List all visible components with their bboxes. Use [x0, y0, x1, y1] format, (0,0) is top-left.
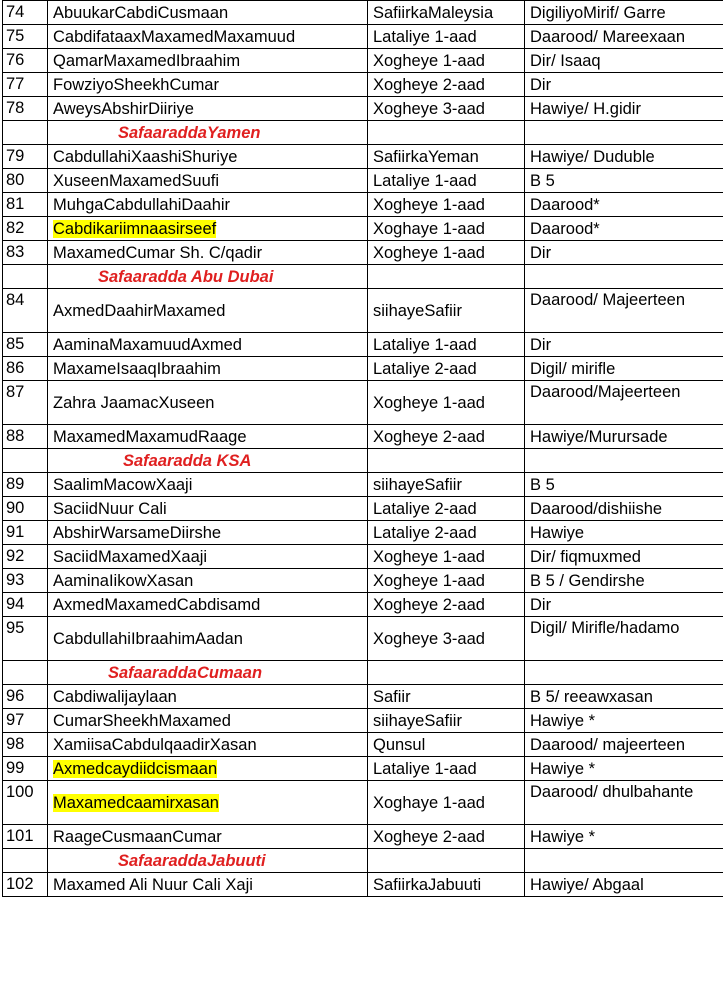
table-row: [3, 1, 723, 25]
section-title: SafaaraddaCumaan: [48, 661, 368, 685]
row-number: 95: [3, 617, 48, 661]
row-number: 76: [3, 49, 48, 73]
name-cell: [48, 617, 368, 661]
clan-cell: B 5/ reeawxasan: [525, 685, 723, 709]
clan-cell: DigiliyoMirif/ Garre: [525, 1, 723, 25]
post-cell: Xogheye 3-aad: [368, 97, 525, 121]
section-number-cell: [3, 265, 48, 289]
person-name: QamarMaxamedIbraahim: [53, 51, 241, 70]
post-cell: Lataliye 1-aad: [368, 757, 525, 781]
section-post-cell: [368, 449, 525, 473]
name-cell: [48, 49, 368, 73]
row-number: 85: [3, 333, 48, 357]
table-row: [3, 145, 723, 169]
section-clan-cell: [525, 449, 723, 473]
row-number: 77: [3, 73, 48, 97]
post-cell: SafiirkaYeman: [368, 145, 525, 169]
name-cell: [48, 545, 368, 569]
name-cell: [48, 25, 368, 49]
section-post-cell: [368, 849, 525, 873]
row-number: 92: [3, 545, 48, 569]
row-number: 82: [3, 217, 48, 241]
clan-cell: Daarood*: [525, 217, 723, 241]
person-name: CumarSheekhMaxamed: [53, 711, 231, 730]
person-name: AweysAbshirDiiriye: [53, 99, 194, 118]
name-cell: [48, 145, 368, 169]
row-number: 81: [3, 193, 48, 217]
name-cell: [48, 733, 368, 757]
table-row: [3, 357, 723, 381]
clan-cell: B 5 / Gendirshe: [525, 569, 723, 593]
name-cell: [48, 873, 368, 897]
section-clan-cell: [525, 661, 723, 685]
table-row: [3, 825, 723, 849]
clan-cell: Dir: [525, 241, 723, 265]
table-row: [3, 685, 723, 709]
clan-cell: Hawiye/Murursade: [525, 425, 723, 449]
post-cell: Lataliye 2-aad: [368, 497, 525, 521]
table-row: [3, 757, 723, 781]
section-number-cell: [3, 849, 48, 873]
name-cell: [48, 473, 368, 497]
section-title: SafaaraddaJabuuti: [48, 849, 368, 873]
clan-cell: Daarood/Majeerteen: [525, 381, 723, 425]
row-number: 94: [3, 593, 48, 617]
name-cell: [48, 709, 368, 733]
clan-cell: Daarood/ Majeerteen: [525, 289, 723, 333]
post-cell: Xogheye 2-aad: [368, 593, 525, 617]
post-cell: siihayeSafiir: [368, 709, 525, 733]
name-cell: [48, 381, 368, 425]
row-number: 100: [3, 781, 48, 825]
row-number: 102: [3, 873, 48, 897]
clan-cell: Daarood/ majeerteen: [525, 733, 723, 757]
section-post-cell: [368, 121, 525, 145]
clan-cell: Hawiye *: [525, 709, 723, 733]
row-number: 78: [3, 97, 48, 121]
section-title: Safaaradda Abu Dubai: [48, 265, 368, 289]
name-cell: [48, 825, 368, 849]
row-number: 89: [3, 473, 48, 497]
row-number: 101: [3, 825, 48, 849]
clan-cell: Dir/ fiqmuxmed: [525, 545, 723, 569]
clan-cell: Hawiye/ Abgaal: [525, 873, 723, 897]
post-cell: Lataliye 1-aad: [368, 333, 525, 357]
clan-cell: Dir/ Isaaq: [525, 49, 723, 73]
clan-cell: Digil/ mirifle: [525, 357, 723, 381]
person-name: Maxamed Ali Nuur Cali Xaji: [53, 875, 253, 894]
table-row: [3, 217, 723, 241]
section-header-row: [3, 849, 723, 873]
person-name: CabdifataaxMaxamedMaxamuud: [53, 27, 296, 46]
name-cell: [48, 169, 368, 193]
person-name: MaxameIsaaqIbraahim: [53, 359, 221, 378]
row-number: 93: [3, 569, 48, 593]
name-cell: [48, 521, 368, 545]
row-number: 83: [3, 241, 48, 265]
table-row: [3, 473, 723, 497]
person-name: SaciidMaxamedXaaji: [53, 547, 208, 566]
table-row: [3, 873, 723, 897]
section-header-row: [3, 265, 723, 289]
staff-table-body: [3, 1, 723, 897]
name-cell: [48, 357, 368, 381]
clan-cell: Hawiye/ Duduble: [525, 145, 723, 169]
table-row: [3, 333, 723, 357]
post-cell: Xogheye 2-aad: [368, 73, 525, 97]
post-cell: Xogheye 1-aad: [368, 381, 525, 425]
clan-cell: Hawiye: [525, 521, 723, 545]
section-title: Safaaradda KSA: [48, 449, 368, 473]
post-cell: Lataliye 1-aad: [368, 169, 525, 193]
table-row: [3, 545, 723, 569]
table-row: [3, 733, 723, 757]
person-name: SaciidNuur Cali: [53, 499, 167, 518]
name-cell: [48, 333, 368, 357]
table-row: [3, 381, 723, 425]
name-cell: [48, 217, 368, 241]
section-clan-cell: [525, 265, 723, 289]
post-cell: Lataliye 1-aad: [368, 25, 525, 49]
post-cell: Xogheye 2-aad: [368, 425, 525, 449]
row-number: 79: [3, 145, 48, 169]
table-row: [3, 73, 723, 97]
table-row: [3, 521, 723, 545]
post-cell: Xogheye 1-aad: [368, 569, 525, 593]
row-number: 80: [3, 169, 48, 193]
name-cell: [48, 569, 368, 593]
section-post-cell: [368, 661, 525, 685]
person-name: AaminaMaxamuudAxmed: [53, 335, 242, 354]
table-row: [3, 49, 723, 73]
name-cell: [48, 289, 368, 333]
clan-cell: Hawiye *: [525, 757, 723, 781]
post-cell: SafiirkaMaleysia: [368, 1, 525, 25]
table-row: [3, 241, 723, 265]
table-row: [3, 593, 723, 617]
post-cell: Safiir: [368, 685, 525, 709]
row-number: 87: [3, 381, 48, 425]
person-name: AaminaIikowXasan: [53, 571, 194, 590]
post-cell: Qunsul: [368, 733, 525, 757]
section-number-cell: [3, 661, 48, 685]
person-name: CabdullahiIbraahimAadan: [53, 629, 243, 648]
person-name: Axmedcaydiidcismaan: [53, 759, 218, 778]
name-cell: [48, 193, 368, 217]
post-cell: Xogheye 1-aad: [368, 193, 525, 217]
table-row: [3, 781, 723, 825]
person-name: Cabdikariimnaasirseef: [53, 219, 217, 238]
row-number: 84: [3, 289, 48, 333]
person-name: FowziyoSheekhCumar: [53, 75, 219, 94]
section-number-cell: [3, 121, 48, 145]
row-number: 97: [3, 709, 48, 733]
person-name: AxmedMaxamedCabdisamd: [53, 595, 261, 614]
post-cell: Xoghaye 1-aad: [368, 217, 525, 241]
person-name: Zahra JaamacXuseen: [53, 393, 215, 412]
person-name: AbuukarCabdiCusmaan: [53, 3, 229, 22]
row-number: 99: [3, 757, 48, 781]
name-cell: [48, 73, 368, 97]
section-header-row: [3, 121, 723, 145]
row-number: 96: [3, 685, 48, 709]
table-row: [3, 569, 723, 593]
person-name: RaageCusmaanCumar: [53, 827, 222, 846]
post-cell: Xogheye 2-aad: [368, 825, 525, 849]
person-name: CabdullahiXaashiShuriye: [53, 147, 238, 166]
table-row: [3, 25, 723, 49]
person-name: AbshirWarsameDiirshe: [53, 523, 222, 542]
name-cell: [48, 781, 368, 825]
row-number: 91: [3, 521, 48, 545]
post-cell: siihayeSafiir: [368, 473, 525, 497]
person-name: MuhgaCabdullahiDaahir: [53, 195, 231, 214]
post-cell: Lataliye 2-aad: [368, 521, 525, 545]
row-number: 90: [3, 497, 48, 521]
row-number: 75: [3, 25, 48, 49]
section-header-row: [3, 449, 723, 473]
person-name: MaxamedMaxamudRaage: [53, 427, 247, 446]
post-cell: Xoghaye 1-aad: [368, 781, 525, 825]
post-cell: Xogheye 3-aad: [368, 617, 525, 661]
clan-cell: Daarood/ dhulbahante: [525, 781, 723, 825]
section-clan-cell: [525, 121, 723, 145]
clan-cell: Digil/ Mirifle/hadamo: [525, 617, 723, 661]
row-number: 74: [3, 1, 48, 25]
row-number: 88: [3, 425, 48, 449]
clan-cell: Hawiye/ H.gidir: [525, 97, 723, 121]
name-cell: [48, 241, 368, 265]
name-cell: [48, 425, 368, 449]
table-row: [3, 709, 723, 733]
person-name: Cabdiwalijaylaan: [53, 687, 177, 706]
table-row: [3, 169, 723, 193]
name-cell: [48, 685, 368, 709]
name-cell: [48, 757, 368, 781]
clan-cell: Dir: [525, 593, 723, 617]
clan-cell: Dir: [525, 333, 723, 357]
section-header-row: [3, 661, 723, 685]
person-name: Maxamedcaamirxasan: [53, 793, 219, 812]
name-cell: [48, 1, 368, 25]
post-cell: SafiirkaJabuuti: [368, 873, 525, 897]
name-cell: [48, 593, 368, 617]
section-clan-cell: [525, 849, 723, 873]
section-number-cell: [3, 449, 48, 473]
table-row: [3, 617, 723, 661]
row-number: 86: [3, 357, 48, 381]
clan-cell: Daarood/dishiishe: [525, 497, 723, 521]
person-name: SaalimMacowXaaji: [53, 475, 193, 494]
clan-cell: Dir: [525, 73, 723, 97]
clan-cell: Hawiye *: [525, 825, 723, 849]
table-row: [3, 425, 723, 449]
clan-cell: B 5: [525, 473, 723, 497]
staff-table: [2, 0, 723, 897]
person-name: XamiisaCabdulqaadirXasan: [53, 735, 257, 754]
post-cell: Xogheye 1-aad: [368, 49, 525, 73]
post-cell: siihayeSafiir: [368, 289, 525, 333]
post-cell: Xogheye 1-aad: [368, 241, 525, 265]
person-name: XuseenMaxamedSuufi: [53, 171, 220, 190]
person-name: AxmedDaahirMaxamed: [53, 301, 226, 320]
table-row: [3, 289, 723, 333]
section-title: SafaaraddaYamen: [48, 121, 368, 145]
table-row: [3, 497, 723, 521]
clan-cell: Daarood*: [525, 193, 723, 217]
name-cell: [48, 497, 368, 521]
row-number: 98: [3, 733, 48, 757]
post-cell: Xogheye 1-aad: [368, 545, 525, 569]
person-name: MaxamedCumar Sh. C/qadir: [53, 243, 263, 262]
post-cell: Lataliye 2-aad: [368, 357, 525, 381]
clan-cell: B 5: [525, 169, 723, 193]
clan-cell: Daarood/ Mareexaan: [525, 25, 723, 49]
section-post-cell: [368, 265, 525, 289]
table-row: [3, 193, 723, 217]
name-cell: [48, 97, 368, 121]
table-row: [3, 97, 723, 121]
